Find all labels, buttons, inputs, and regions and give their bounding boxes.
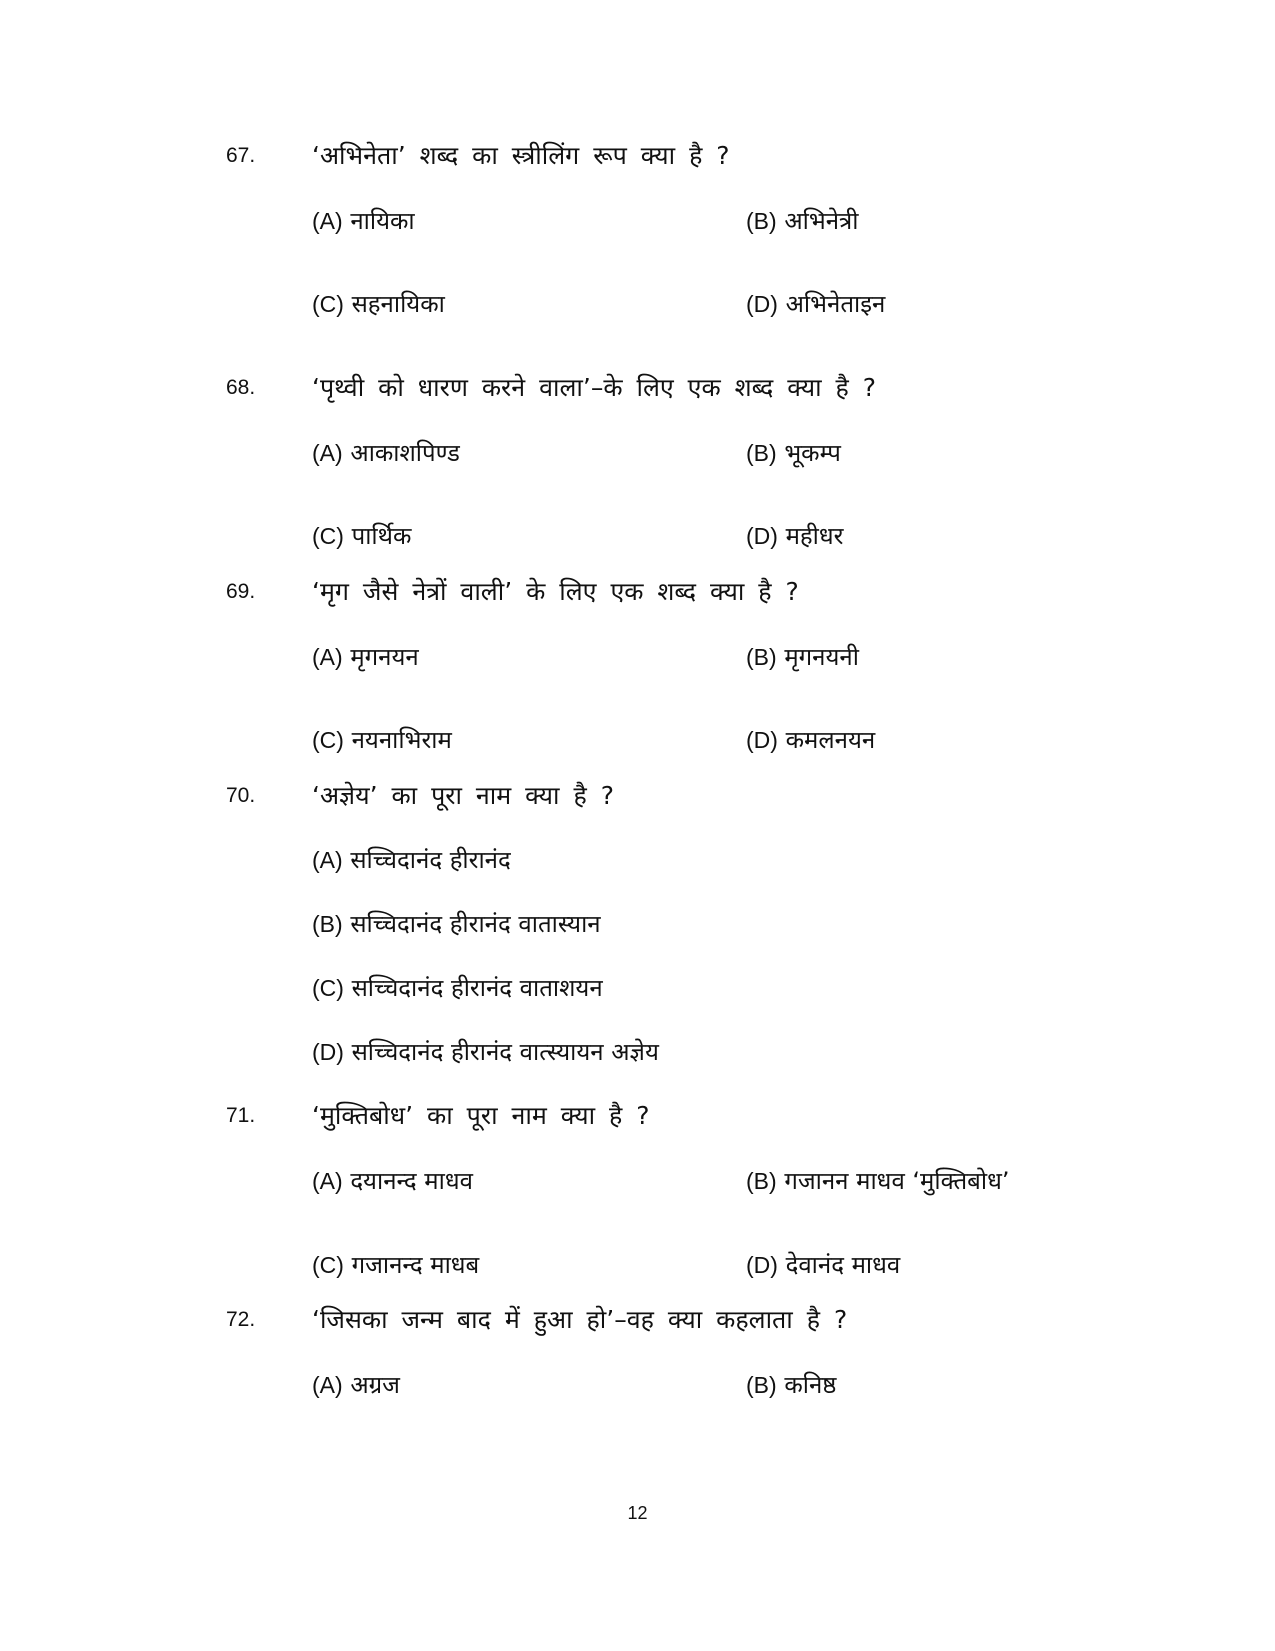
option-c xyxy=(312,723,452,756)
option-label: (A) xyxy=(312,847,343,873)
option-label: (C) xyxy=(312,523,344,549)
page-number: 12 xyxy=(627,1503,648,1523)
option-label: (B) xyxy=(746,440,777,466)
option-label: (B) xyxy=(746,1168,777,1194)
option-label: (C) xyxy=(312,975,344,1001)
option-text: पार्थिक xyxy=(351,522,412,550)
option-label: (D) xyxy=(746,523,778,549)
option-text: सहनायिका xyxy=(351,290,445,318)
question-number: 71. xyxy=(226,1104,256,1127)
option-text: नयनाभिराम xyxy=(351,726,452,754)
option-c xyxy=(312,971,603,1004)
option-label: (D) xyxy=(746,291,778,317)
option-text: सच्चिदानंद हीरानंद xyxy=(350,846,511,874)
question-number: 69. xyxy=(226,580,256,603)
option-a xyxy=(312,1164,473,1197)
option-text: सच्चिदानंद हीरानंद वात्स्यायन अज्ञेय xyxy=(351,1038,659,1066)
option-label: (A) xyxy=(312,440,343,466)
option-text: देवानंद माधव xyxy=(785,1251,901,1279)
option-label: (C) xyxy=(312,727,344,753)
option-text: अभिनेत्री xyxy=(784,207,859,235)
option-text: गजानन माधव ‘मुक्तिबोध’ xyxy=(784,1167,1010,1195)
option-text: सच्चिदानंद हीरानंद वातास्यान xyxy=(350,910,601,938)
question-number: 67. xyxy=(226,144,256,167)
option-label: (A) xyxy=(312,644,343,670)
option-label: (B) xyxy=(312,911,343,937)
option-c xyxy=(312,287,445,320)
question-number: 70. xyxy=(226,784,256,807)
option-text: आकाशपिण्ड xyxy=(350,439,460,467)
option-d xyxy=(746,519,843,552)
question-number: 68. xyxy=(226,376,256,399)
option-text: गजानन्द माधब xyxy=(351,1251,480,1279)
option-b xyxy=(312,907,601,940)
option-a xyxy=(312,640,419,673)
option-d xyxy=(746,1248,900,1281)
question-text: ‘जिसका जन्म बाद में हुआ हो’–वह क्या कहलाता है ? xyxy=(312,1305,848,1334)
option-label: (D) xyxy=(746,1252,778,1278)
option-b xyxy=(746,640,859,673)
option-b xyxy=(746,436,841,469)
question-text: ‘अभिनेता’ शब्द का स्त्रीलिंग रूप क्या है ? xyxy=(312,141,730,170)
option-label: (D) xyxy=(312,1039,344,1065)
option-b xyxy=(746,1368,836,1401)
option-text: सच्चिदानंद हीरानंद वाताशयन xyxy=(351,974,603,1002)
option-d xyxy=(312,1035,659,1068)
option-c xyxy=(312,1248,479,1281)
option-c xyxy=(312,519,411,552)
option-label: (D) xyxy=(746,727,778,753)
option-label: (C) xyxy=(312,1252,344,1278)
option-b xyxy=(746,1164,1009,1197)
option-label: (B) xyxy=(746,1372,777,1398)
option-text: कमलनयन xyxy=(785,726,876,754)
option-text: मृगनयनी xyxy=(784,643,859,671)
option-text: नायिका xyxy=(350,207,415,235)
option-a xyxy=(312,843,511,876)
option-text: अभिनेताइन xyxy=(785,290,886,318)
option-b xyxy=(746,204,859,237)
question-text: ‘मृग जैसे नेत्रों वाली’ के लिए एक शब्द क्या है ? xyxy=(312,577,799,606)
option-text: कनिष्ठ xyxy=(784,1371,837,1399)
option-text: दयानन्द माधव xyxy=(350,1167,473,1195)
question-number: 72. xyxy=(226,1308,256,1331)
option-label: (A) xyxy=(312,1168,343,1194)
question-text: ‘पृथ्वी को धारण करने वाला’–के लिए एक शब्द क्या है ? xyxy=(312,373,876,402)
option-d xyxy=(746,287,885,320)
question-text: ‘मुक्तिबोध’ का पूरा नाम क्या है ? xyxy=(312,1101,650,1130)
option-a xyxy=(312,204,415,237)
option-d xyxy=(746,723,875,756)
option-label: (B) xyxy=(746,208,777,234)
option-a xyxy=(312,436,460,469)
option-label: (C) xyxy=(312,291,344,317)
option-label: (A) xyxy=(312,1372,343,1398)
option-text: भूकम्प xyxy=(784,439,841,467)
option-text: मृगनयन xyxy=(350,643,419,671)
option-label: (B) xyxy=(746,644,777,670)
option-text: अग्रज xyxy=(350,1371,400,1399)
question-text: ‘अज्ञेय’ का पूरा नाम क्या है ? xyxy=(312,781,614,810)
option-label: (A) xyxy=(312,208,343,234)
option-text: महीधर xyxy=(785,522,844,550)
option-a xyxy=(312,1368,400,1401)
